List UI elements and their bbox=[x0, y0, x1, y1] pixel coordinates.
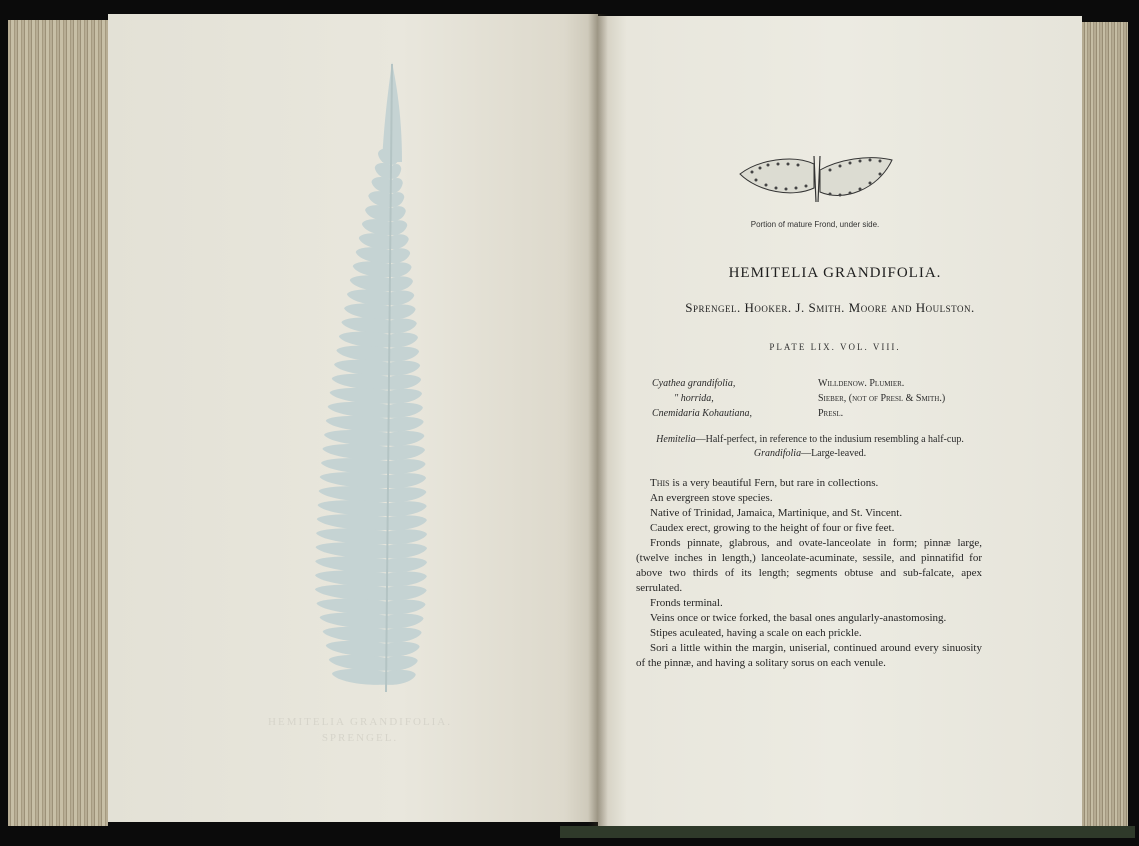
paragraph-1-text: is a very beautiful Fern, but rare in collections. bbox=[669, 477, 879, 489]
plate-caption-author: SPRENGEL. bbox=[321, 732, 399, 744]
paragraph-1-lead: This bbox=[650, 477, 670, 489]
fern-pinna bbox=[387, 600, 426, 615]
fern-pinna bbox=[362, 219, 391, 235]
fern-frond-illustration bbox=[290, 52, 450, 702]
fern-pinna bbox=[372, 177, 392, 193]
fern-pinna bbox=[388, 459, 425, 474]
synonyms-left bbox=[652, 376, 812, 421]
fern-pinna bbox=[329, 655, 386, 671]
frond-underside-illustration bbox=[738, 152, 896, 204]
fern-pinna bbox=[392, 164, 401, 179]
paragraph-5: Fronds pinnate, glabrous, and ovate-lanceolate in form; pinnæ large, (twelve inches in length,) lanceolate-acuminate, sessile, and pinnatifid for above two thirds of its length; segments obtuse and sub-falcate, apex serrulated. bbox=[636, 537, 982, 594]
fern-pinna bbox=[389, 417, 424, 432]
fern-pinna bbox=[390, 361, 420, 376]
fern-pinna bbox=[342, 318, 390, 334]
fern-pinna bbox=[391, 206, 405, 221]
right-page bbox=[598, 16, 1082, 826]
plate-caption-title: HEMITELIA GRANDIFOLIA. bbox=[268, 716, 452, 728]
fern-pinna bbox=[323, 444, 389, 460]
paragraph-8: Stipes aculeated, having a scale on each prickle. bbox=[650, 627, 862, 639]
fern-pinna bbox=[390, 290, 414, 305]
synonym-authority-1: Willdenow. Plumier. bbox=[818, 378, 905, 389]
fern-pinna bbox=[353, 261, 391, 277]
fern-pinna bbox=[320, 613, 387, 629]
species-meaning: —Large-leaved. bbox=[801, 448, 867, 459]
fern-pinna bbox=[388, 515, 427, 530]
fern-pinna bbox=[388, 501, 427, 516]
fern-pinna bbox=[359, 233, 391, 249]
page-title: HEMITELIA GRANDIFOLIA. bbox=[728, 265, 942, 281]
fern-pinna bbox=[326, 416, 389, 432]
synonym-3: Cnemidaria Kohautiana, bbox=[652, 408, 753, 419]
fern-pinna bbox=[365, 205, 391, 221]
species-name: Grandifolia bbox=[753, 448, 802, 459]
fern-pinna bbox=[386, 642, 419, 657]
book-cover-bottom bbox=[560, 826, 1135, 838]
etymology-species bbox=[632, 447, 988, 461]
fern-pinna bbox=[356, 247, 391, 263]
fern-pinna bbox=[317, 514, 388, 530]
paragraph-2: An evergreen stove species. bbox=[650, 492, 773, 504]
fern-pinna bbox=[388, 473, 426, 488]
fern-pinna bbox=[332, 669, 386, 685]
fern-pinna bbox=[378, 149, 392, 165]
etymology-genus bbox=[632, 433, 988, 447]
fern-pinna bbox=[389, 431, 425, 446]
fern-pinna bbox=[316, 528, 387, 544]
fern-pinna bbox=[391, 262, 412, 277]
fern-pinna bbox=[339, 332, 390, 348]
fern-pinna bbox=[334, 360, 389, 376]
genus-name: Hemitelia bbox=[656, 434, 696, 445]
fern-pinna bbox=[323, 627, 387, 643]
fern-pinna bbox=[388, 487, 426, 502]
fern-pinna bbox=[324, 430, 389, 446]
fern-pinna bbox=[347, 289, 390, 305]
fern-pinna bbox=[391, 234, 409, 249]
right-page-edges bbox=[1082, 22, 1128, 826]
fern-pinna bbox=[350, 275, 391, 291]
plate-reference: PLATE LIX. VOL. VIII. bbox=[769, 342, 901, 352]
synonyms-right bbox=[818, 376, 1018, 421]
fern-pinna bbox=[389, 445, 425, 460]
fern-pinna bbox=[326, 641, 386, 657]
fern-pinna bbox=[315, 571, 387, 587]
paragraph-9: Sori a little within the margin, uniserial, continued around every sinuosity of the pinnæ, and having a solitary sorus on each venule. bbox=[636, 642, 982, 669]
fern-pinna bbox=[392, 178, 403, 193]
fern-pinna bbox=[387, 557, 427, 572]
fern-pinna bbox=[390, 305, 415, 320]
fern-pinna bbox=[344, 303, 390, 319]
fern-pinna bbox=[319, 486, 388, 502]
fern-pinna bbox=[321, 458, 388, 474]
fern-pinna bbox=[389, 403, 423, 418]
fern-pinna bbox=[388, 529, 427, 544]
left-page-edges bbox=[8, 20, 108, 826]
fern-pinna bbox=[316, 542, 388, 558]
etymology bbox=[632, 433, 988, 461]
synonym-2: " horrida, bbox=[674, 393, 714, 404]
paragraph-7: Veins once or twice forked, the basal ones angularly-anastomosing. bbox=[650, 612, 947, 624]
fern-pinna bbox=[387, 572, 427, 587]
fern-pinna bbox=[318, 500, 388, 516]
genus-meaning: —Half-perfect, in reference to the indusium resembling a half-cup. bbox=[695, 434, 964, 445]
paragraph-4: Caudex erect, growing to the height of four or five feet. bbox=[650, 522, 895, 534]
synonym-authority-3: Presl. bbox=[818, 408, 844, 419]
fern-pinna bbox=[389, 375, 421, 390]
fern-pinna bbox=[387, 586, 427, 601]
fern-pinna bbox=[386, 628, 421, 643]
fern-pinna bbox=[386, 656, 417, 671]
fern-pinna bbox=[391, 276, 413, 291]
fern-pinna bbox=[390, 347, 419, 362]
fern-pinna bbox=[392, 192, 405, 207]
fern-pinna bbox=[392, 150, 400, 165]
fern-pinna bbox=[390, 333, 418, 348]
fern-pinna bbox=[391, 220, 407, 235]
illustration-caption: Portion of mature Frond, under side. bbox=[750, 220, 880, 229]
fern-pinna bbox=[330, 388, 390, 404]
fern-pinna bbox=[315, 556, 387, 572]
paragraph-6: Fronds terminal. bbox=[650, 597, 723, 609]
synonym-1: Cyathea grandifolia, bbox=[652, 378, 736, 389]
synonym-authority-2: Sieber, (not of Presl & Smith.) bbox=[818, 393, 946, 404]
fern-pinna bbox=[387, 614, 424, 629]
description-body bbox=[636, 476, 982, 671]
fern-pinna bbox=[386, 670, 416, 685]
paragraph-3: Native of Trinidad, Jamaica, Martinique, and St. Vincent. bbox=[650, 507, 903, 519]
fern-pinna bbox=[320, 472, 388, 488]
fern-pinna bbox=[317, 599, 387, 615]
fern-pinna bbox=[387, 543, 426, 558]
fern-pinna bbox=[389, 389, 422, 404]
fern-pinna bbox=[332, 374, 390, 390]
fern-pinna bbox=[336, 346, 389, 362]
authors-line: Sprengel. Hooker. J. Smith. Moore and Houlston. bbox=[685, 300, 975, 315]
fern-pinna bbox=[328, 402, 389, 418]
fern-pinna bbox=[375, 163, 392, 179]
book-gutter bbox=[588, 14, 608, 826]
fern-pinna bbox=[391, 248, 410, 263]
fern-pinna bbox=[368, 191, 391, 207]
plate-caption bbox=[210, 714, 510, 746]
fern-pinna bbox=[390, 319, 417, 334]
fern-pinna bbox=[315, 585, 387, 601]
paragraph-1 bbox=[636, 476, 982, 491]
